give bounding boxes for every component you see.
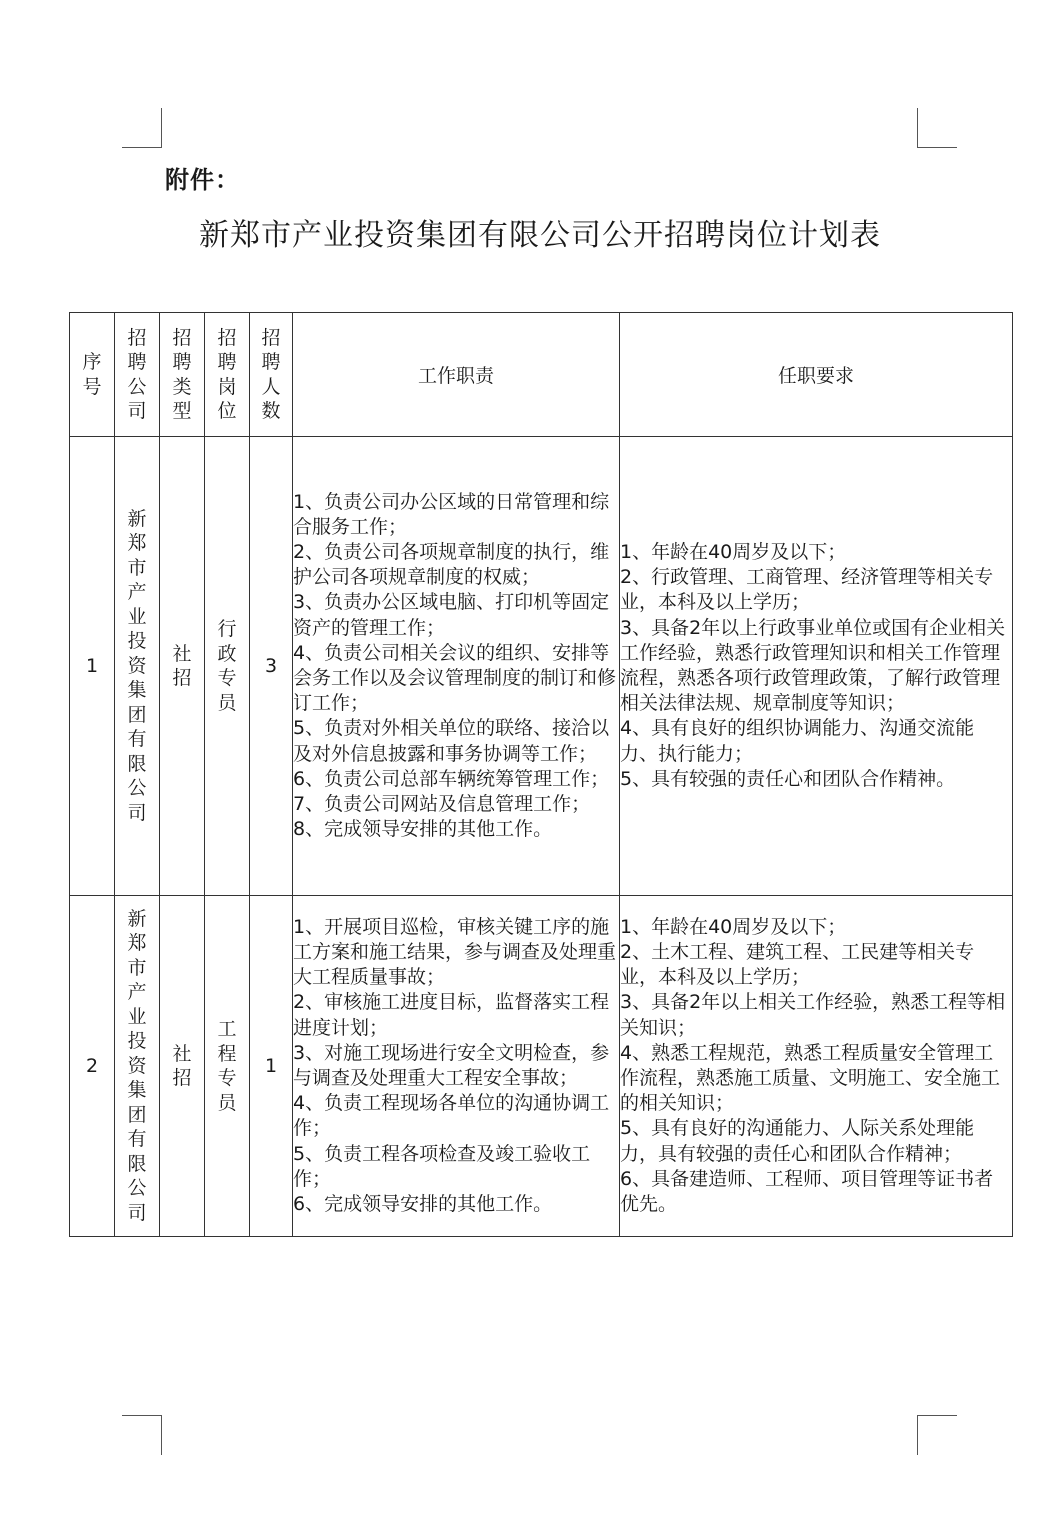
crop-mark-bottom-left-h bbox=[122, 1415, 162, 1416]
row-position: 行政专员 bbox=[205, 437, 250, 896]
duty-item: 3、负责办公区域电脑、打印机等固定资产的管理工作； bbox=[293, 591, 610, 639]
requirement-item: 2、行政管理、工商管理、经济管理等相关专业，本科及以上学历； bbox=[620, 566, 994, 614]
header-requirements: 任职要求 bbox=[620, 313, 1013, 437]
requirement-item: 5、具有较强的责任心和团队合作精神。 bbox=[620, 767, 956, 790]
duty-item: 6、负责公司总部车辆统筹管理工作； bbox=[293, 767, 610, 790]
crop-mark-top-left-v bbox=[161, 108, 162, 148]
crop-mark-top-right-h bbox=[917, 147, 957, 148]
table-header-row bbox=[70, 313, 1013, 437]
duty-item: 8、完成领导安排的其他工作。 bbox=[293, 818, 553, 841]
row-count: 1 bbox=[250, 896, 293, 1237]
header-duties: 工作职责 bbox=[293, 313, 620, 437]
attachment-label: 附件： bbox=[165, 166, 240, 194]
duty-item: 4、负责工程现场各单位的沟通协调工作； bbox=[293, 1092, 610, 1140]
duty-item: 6、完成领导安排的其他工作。 bbox=[293, 1193, 553, 1216]
header-company: 招聘公司 bbox=[115, 313, 160, 437]
header-type: 招聘类型 bbox=[160, 313, 205, 437]
requirement-item: 5、具有良好的沟通能力、人际关系处理能力，具有较强的责任心和团队合作精神； bbox=[620, 1117, 975, 1165]
table-row bbox=[70, 437, 1013, 896]
requirement-item: 2、土木工程、建筑工程、工民建等相关专业，本科及以上学历； bbox=[620, 940, 975, 989]
row-count: 3 bbox=[250, 437, 293, 896]
row-requirements bbox=[620, 437, 1013, 896]
duty-item: 1、开展项目巡检，审核关键工序的施工方案和施工结果，参与调查及处理重大工程质量事故； bbox=[293, 915, 617, 989]
row-seq: 1 bbox=[70, 437, 115, 896]
page-title: 新郑市产业投资集团有限公司公开招聘岗位计划表 bbox=[199, 218, 881, 253]
duty-item: 3、对施工现场进行安全文明检查，参与调查及处理重大工程安全事故； bbox=[293, 1041, 610, 1089]
row-duties bbox=[293, 896, 620, 1237]
requirement-item: 1、年龄在40周岁及以下； bbox=[620, 915, 847, 938]
crop-mark-bottom-left-v bbox=[161, 1415, 162, 1455]
crop-mark-top-right-v bbox=[917, 108, 918, 148]
crop-mark-bottom-right-h bbox=[917, 1415, 957, 1416]
duty-item: 2、审核施工进度目标，监督落实工程进度计划； bbox=[293, 991, 610, 1039]
requirement-item: 1、年龄在40周岁及以下； bbox=[620, 540, 847, 563]
requirement-item: 3、具备2年以上相关工作经验，熟悉工程等相关知识； bbox=[620, 991, 1006, 1039]
row-seq: 2 bbox=[70, 896, 115, 1237]
header-count: 招聘人数 bbox=[250, 313, 293, 437]
requirement-item: 3、具备2年以上行政事业单位或国有企业相关工作经验，熟悉行政管理知识和相关工作管理流程，熟悉各项行政管理政策，了解行政管理相关法律法规、规章制度等知识； bbox=[620, 616, 1006, 715]
header-position: 招聘岗位 bbox=[205, 313, 250, 437]
header-seq: 序号 bbox=[70, 313, 115, 437]
duty-item: 1、负责公司办公区域的日常管理和综合服务工作； bbox=[293, 490, 610, 538]
row-type: 社招 bbox=[160, 437, 205, 896]
duty-item: 5、负责工程各项检查及竣工验收工作； bbox=[293, 1142, 591, 1190]
duty-item: 4、负责公司相关会议的组织、安排等会务工作以及会议管理制度的制订和修订工作； bbox=[293, 641, 617, 715]
row-requirements bbox=[620, 896, 1013, 1237]
requirement-item: 4、具有良好的组织协调能力、沟通交流能力、执行能力； bbox=[620, 717, 975, 765]
recruitment-plan-table bbox=[69, 312, 1013, 1237]
duty-item: 5、负责对外相关单位的联络、接洽以及对外信息披露和事务协调等工作； bbox=[293, 717, 610, 765]
duty-item: 7、负责公司网站及信息管理工作； bbox=[293, 793, 591, 816]
crop-mark-bottom-right-v bbox=[917, 1415, 918, 1455]
row-duties bbox=[293, 437, 620, 896]
crop-mark-top-left-h bbox=[122, 147, 162, 148]
row-company: 新郑市产业投资集团有限公司 bbox=[115, 437, 160, 896]
row-type: 社招 bbox=[160, 896, 205, 1237]
row-position: 工程专员 bbox=[205, 896, 250, 1237]
row-company: 新郑市产业投资集团有限公司 bbox=[115, 896, 160, 1237]
requirement-item: 6、具备建造师、工程师、项目管理等证书者优先。 bbox=[620, 1167, 994, 1216]
table-row bbox=[70, 896, 1013, 1237]
requirement-item: 4、熟悉工程规范，熟悉工程质量安全管理工作流程，熟悉施工质量、文明施工、安全施工的相关知识； bbox=[620, 1041, 1001, 1115]
duty-item: 2、负责公司各项规章制度的执行，维护公司各项规章制度的权威； bbox=[293, 540, 610, 589]
